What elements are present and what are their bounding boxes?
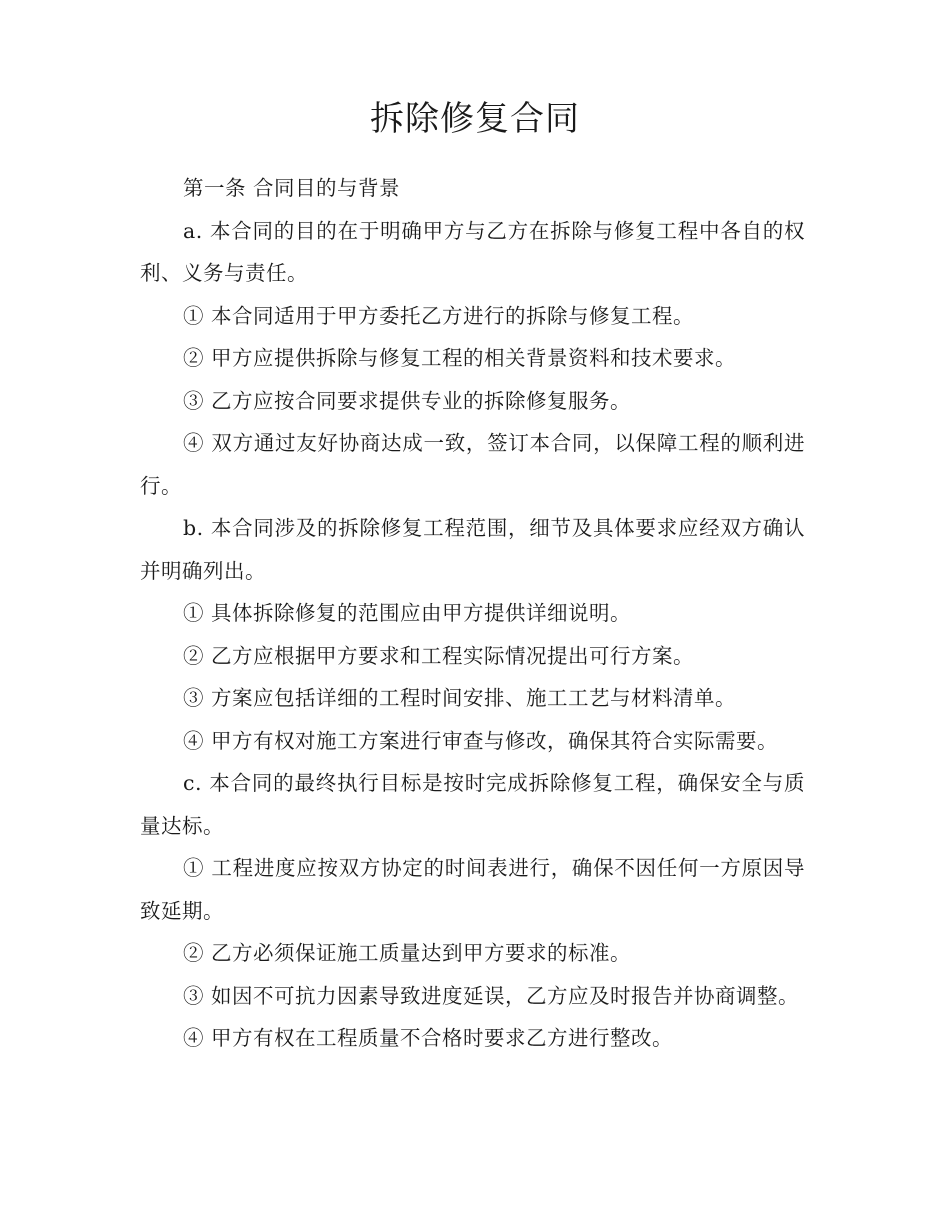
clause-a-item-3: ③ 乙方应按合同要求提供专业的拆除修复服务。 xyxy=(183,388,632,413)
clause-b: b. 本合同涉及的拆除修复工程范围，细节及具体要求应经双方确认并明确列出。 xyxy=(140,516,805,583)
clause-b-item-2: ② 乙方应根据甲方要求和工程实际情况提出可行方案。 xyxy=(183,643,695,668)
clause-b-item-1: ① 具体拆除修复的范围应由甲方提供详细说明。 xyxy=(183,601,632,625)
clause-c-item-4: ④ 甲方有权在工程质量不合格时要求乙方进行整改。 xyxy=(183,1026,674,1050)
clause-c-item-2: ② 乙方必须保证施工质量达到甲方要求的标准。 xyxy=(183,941,632,965)
clause-c-item-1: ① 工程进度应按双方协定的时间表进行，确保不因任何一方原因导致延期。 xyxy=(140,856,805,923)
contract-body xyxy=(140,167,805,1060)
clause-a-item-1: ① 本合同适用于甲方委托乙方进行的拆除与修复工程。 xyxy=(183,303,695,328)
clause-a: a. 本合同的目的在于明确甲方与乙方在拆除与修复工程中各自的权利、义务与责任。 xyxy=(140,218,805,285)
clause-b-item-4: ④ 甲方有权对施工方案进行审查与修改，确保其符合实际需要。 xyxy=(183,728,779,753)
article-heading: 第一条 合同目的与背景 xyxy=(183,176,401,200)
page-title: 拆除修复合同 xyxy=(370,99,580,139)
clause-c: c. 本合同的最终执行目标是按时完成拆除修复工程，确保安全与质量达标。 xyxy=(140,771,805,838)
clause-b-item-3: ③ 方案应包括详细的工程时间安排、施工工艺与材料清单。 xyxy=(183,686,737,710)
clause-a-item-4: ④ 双方通过友好协商达成一致，签订本合同，以保障工程的顺利进行。 xyxy=(140,431,805,498)
clause-a-item-2: ② 甲方应提供拆除与修复工程的相关背景资料和技术要求。 xyxy=(183,346,737,370)
clause-c-item-3: ③ 如因不可抗力因素导致进度延误，乙方应及时报告并协商调整。 xyxy=(183,983,800,1008)
